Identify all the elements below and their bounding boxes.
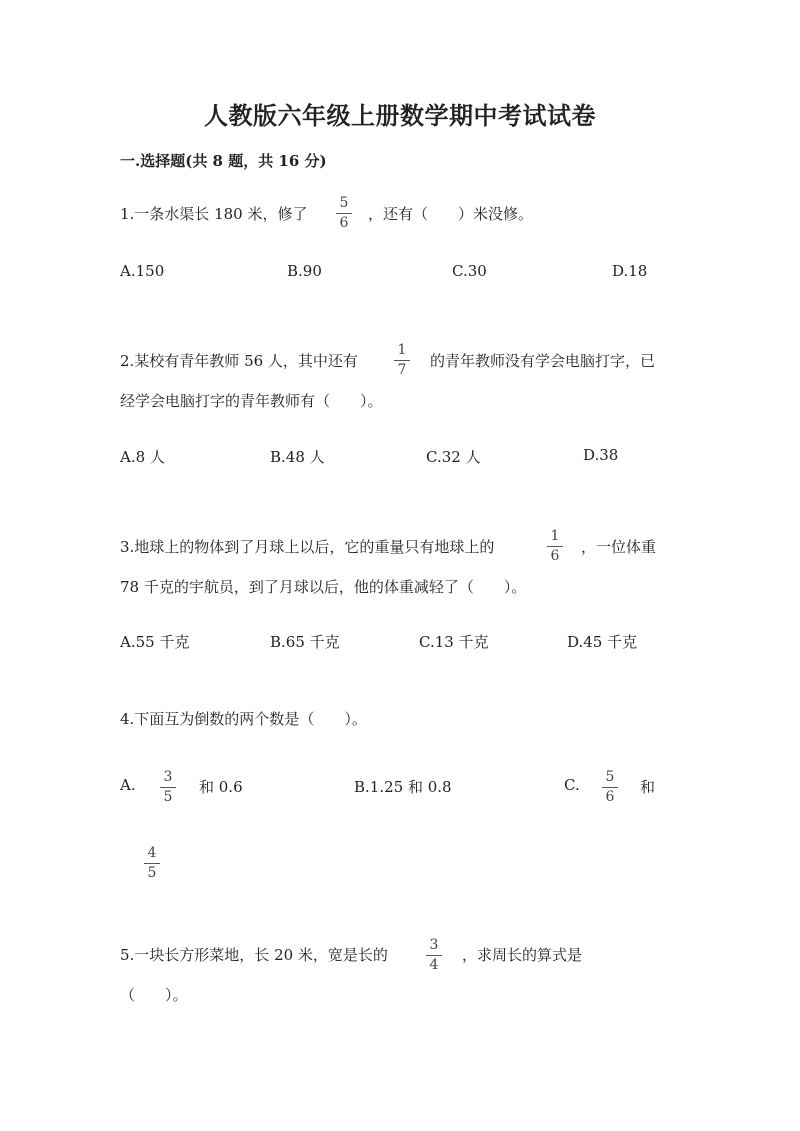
fraction-bar <box>336 213 352 214</box>
fraction-numerator: 4 <box>147 845 157 861</box>
question-4-option-b[interactable]: B.1.25 和 0.8 <box>354 778 452 796</box>
question-4-option-c[interactable]: C. <box>564 776 580 794</box>
fraction-bar <box>426 955 442 956</box>
section-heading: 一.选择题(共 8 题，共 16 分) <box>120 152 327 170</box>
fraction-denominator: 5 <box>163 789 173 805</box>
fraction-bar <box>602 787 618 788</box>
question-2-text-a: 2.某校有青年教师 56 人，其中还有 <box>120 352 358 370</box>
fraction-numerator: 3 <box>163 769 173 785</box>
fraction-denominator: 7 <box>397 362 407 378</box>
fraction-bar <box>144 863 160 864</box>
exam-title: 人教版六年级上册数学期中考试试卷 <box>204 101 596 130</box>
fraction-numerator: 1 <box>550 528 560 544</box>
question-3-text-a: 3.地球上的物体到了月球上以后，它的重量只有地球上的 <box>120 538 495 556</box>
question-4-option-c-tail: 和 <box>640 778 656 796</box>
question-1-text-b: ，还有（ ）米没修。 <box>368 205 534 223</box>
question-4-option-a-fraction <box>158 770 178 806</box>
fraction-numerator: 3 <box>429 937 439 953</box>
question-4-option-a-tail: 和 0.6 <box>199 778 243 796</box>
question-5-fraction <box>424 938 444 974</box>
fraction-bar <box>394 360 410 361</box>
question-5-text-b: ，求周长的算式是 <box>462 946 583 964</box>
question-2-option-b[interactable]: B.48 人 <box>270 448 325 466</box>
question-3-option-c[interactable]: C.13 千克 <box>419 633 489 651</box>
question-2-line-2: 经学会电脑打字的青年教师有（ ）。 <box>120 392 383 410</box>
question-1-option-d[interactable]: D.18 <box>612 262 648 280</box>
question-4-option-c-fraction <box>600 770 620 806</box>
fraction-denominator: 4 <box>429 957 439 973</box>
question-5-text-a: 5.一块长方形菜地，长 20 米，宽是长的 <box>120 946 388 964</box>
question-4-option-c-fraction-2 <box>142 846 162 882</box>
fraction-numerator: 1 <box>397 342 407 358</box>
fraction-numerator: 5 <box>605 769 615 785</box>
question-1-option-c[interactable]: C.30 <box>452 262 487 280</box>
question-1-option-a[interactable]: A.150 <box>120 262 165 280</box>
question-2-option-d[interactable]: D.38 <box>583 446 619 464</box>
fraction-bar <box>160 787 176 788</box>
question-1-fraction <box>334 196 354 232</box>
fraction-bar <box>547 546 563 547</box>
question-2-fraction <box>392 343 412 379</box>
question-5-line-2: （ ）。 <box>120 986 188 1004</box>
question-3-option-b[interactable]: B.65 千克 <box>270 633 340 651</box>
question-3-fraction <box>545 529 565 565</box>
question-3-option-d[interactable]: D.45 千克 <box>567 633 638 651</box>
question-4-text: 4.下面互为倒数的两个数是（ ）。 <box>120 710 367 728</box>
question-3-text-b: ，一位体重 <box>581 538 657 556</box>
question-2-option-c[interactable]: C.32 人 <box>426 448 481 466</box>
question-3-option-a[interactable]: A.55 千克 <box>120 633 190 651</box>
question-1-option-b[interactable]: B.90 <box>287 262 322 280</box>
fraction-denominator: 6 <box>550 548 560 564</box>
question-2-text-b: 的青年教师没有学会电脑打字，已 <box>430 352 656 370</box>
question-1-text-a: 1.一条水渠长 180 米，修了 <box>120 205 308 223</box>
fraction-numerator: 5 <box>339 195 349 211</box>
question-2-option-a[interactable]: A.8 人 <box>120 448 165 466</box>
question-4-option-a[interactable]: A. <box>120 776 136 794</box>
fraction-denominator: 6 <box>339 215 349 231</box>
fraction-denominator: 6 <box>605 789 615 805</box>
question-3-line-2: 78 千克的宇航员，到了月球以后，他的体重减轻了（ ）。 <box>120 578 527 596</box>
fraction-denominator: 5 <box>147 865 157 881</box>
